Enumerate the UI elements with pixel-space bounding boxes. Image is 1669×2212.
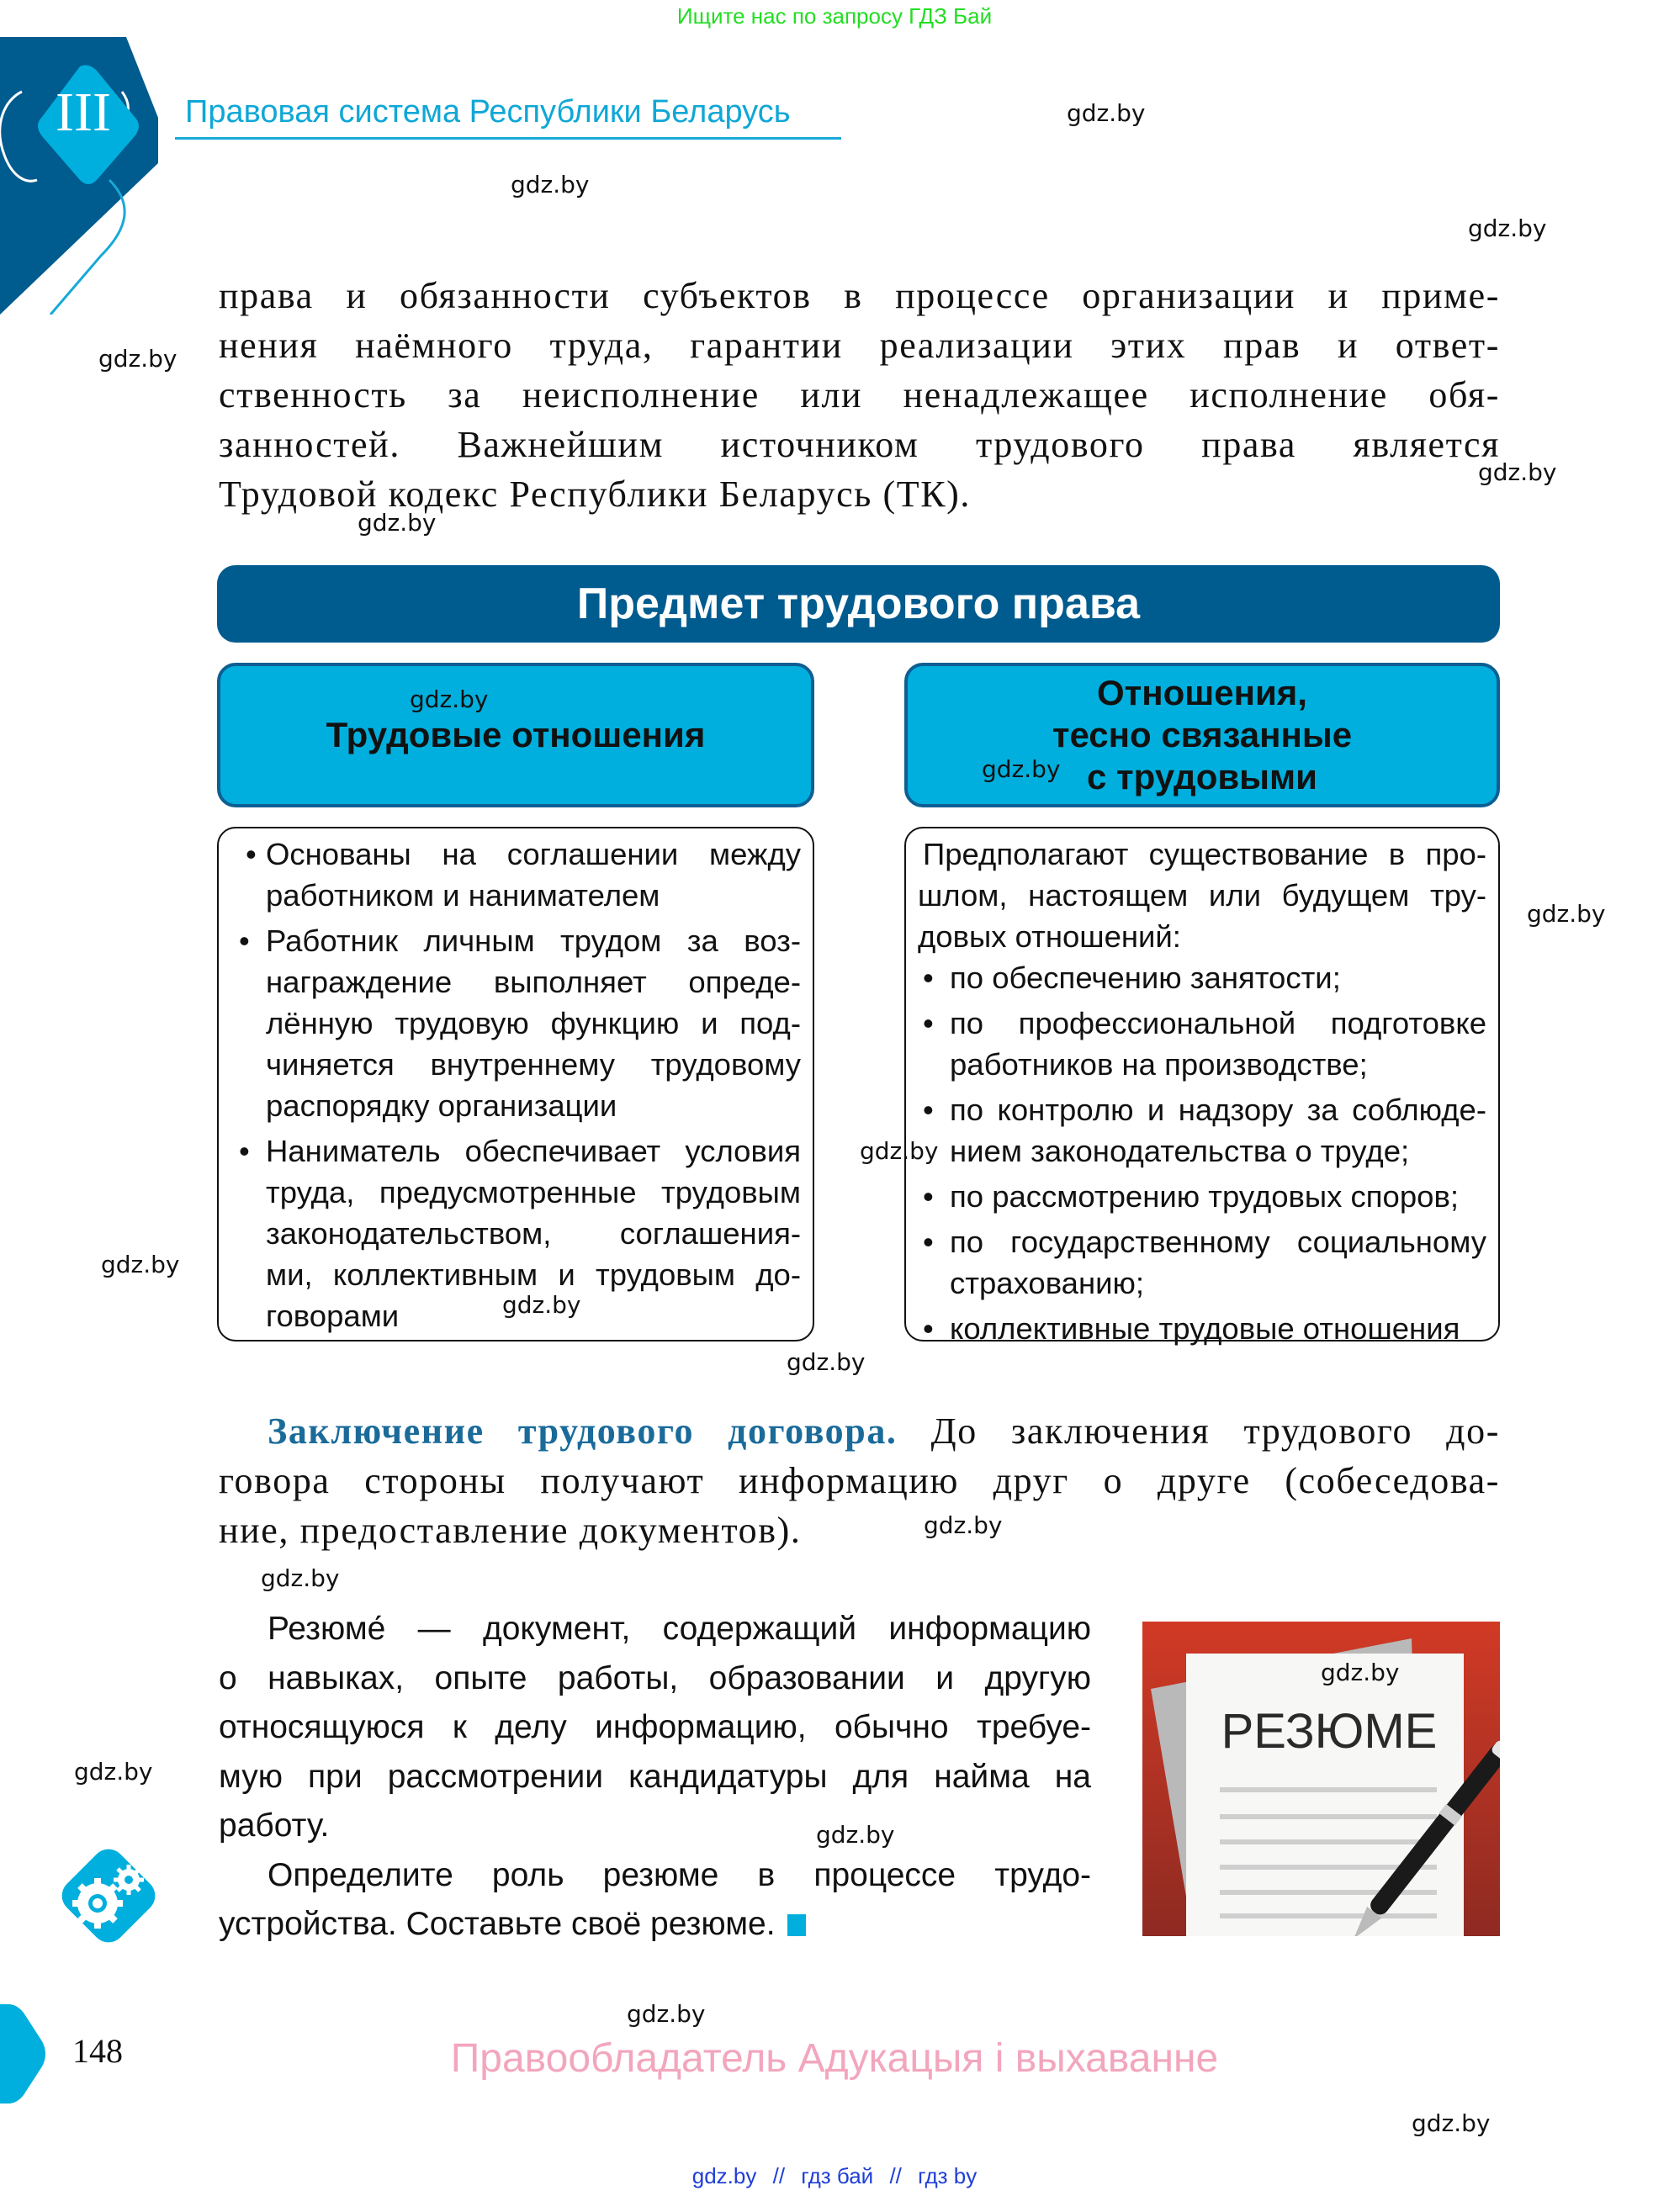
bullet-icon: •	[923, 1006, 934, 1040]
chapter-title-underline	[175, 137, 841, 140]
paragraph-line: относящуюся к делу информацию, обычно требуе-	[219, 1709, 1091, 1745]
related-relations-heading	[904, 663, 1500, 807]
paragraph-line: работу.	[219, 1807, 330, 1844]
heading-line: Отношения,	[1096, 673, 1307, 712]
watermark: gdz.by	[627, 2000, 706, 2028]
gears-icon	[49, 1836, 168, 1955]
paragraph-line: права и обязанности субъектов в процессе организации и приме-	[219, 275, 1500, 316]
footer-link[interactable]: гдз бай	[801, 2163, 874, 2188]
watermark: gdz.by	[1478, 458, 1557, 486]
page-number: 148	[72, 2032, 123, 2070]
task-line: Определите роль резюме в процессе трудо-	[268, 1856, 1091, 1893]
footer-link[interactable]: gdz.by	[691, 2163, 757, 2188]
watermark: gdz.by	[1412, 2109, 1491, 2137]
list-item: • по государственному социальному страхованию;	[918, 1221, 1486, 1304]
footer-separator: //	[889, 2163, 902, 2188]
footer-link[interactable]: гдз by	[918, 2163, 978, 2188]
watermark: gdz.by	[1468, 214, 1547, 242]
labor-relations-heading-text: Трудовые отношения	[326, 715, 706, 754]
bullet-icon: •	[923, 1179, 934, 1214]
list-item: • по обеспечению занятости;	[918, 957, 1486, 998]
paragraph-line: нения наёмного труда, гарантии реализации этих прав и ответ-	[219, 325, 1500, 366]
paragraph-line: ственность за неисполнение или ненадлежащее исполнение обя-	[219, 374, 1500, 415]
list-item: • Наниматель обеспечивает условия труда, предусмотренные трудовым законодательством, соглашения- ми, коллективным и трудовым до- говорами	[234, 1130, 801, 1336]
labor-relations-heading	[217, 663, 814, 807]
paragraph-line: Заключение трудового договора. До заключения трудового до-	[268, 1410, 1500, 1452]
watermark: gdz.by	[816, 1821, 895, 1849]
diagram-title: Предмет трудового права	[217, 565, 1500, 643]
watermark: gdz.by	[982, 755, 1061, 783]
watermark: gdz.by	[511, 171, 590, 198]
bullet-icon: •	[239, 923, 250, 958]
resume-definition	[219, 1605, 1091, 1950]
watermark: gdz.by	[261, 1564, 340, 1592]
paragraph-line: занностей. Важнейшим источником трудового права является	[219, 424, 1500, 465]
bullet-icon: •	[923, 1225, 934, 1259]
list-item: • по рассмотрению трудовых споров;	[918, 1176, 1486, 1217]
list-item: • Основаны на соглашении между работником и нанимателем	[234, 833, 801, 916]
contract-section	[219, 1406, 1500, 1555]
bullet-icon: •	[923, 1093, 934, 1127]
watermark: gdz.by	[101, 1251, 180, 1278]
watermark: gdz.by	[787, 1348, 866, 1376]
resume-label: РЕЗЮМЕ	[1221, 1704, 1438, 1759]
chapter-badge	[0, 37, 185, 315]
copyright-notice: Правообладатель Адукацыя і выхаванне	[450, 2036, 1219, 2081]
paragraph-line: Трудовой кодекс Республики Беларусь (ТК).	[219, 474, 972, 515]
list-item: • коллективные трудовые отношения	[918, 1308, 1486, 1349]
watermark: gdz.by	[1321, 1659, 1400, 1686]
paragraph-line: о навыках, опыте работы, образовании и другую	[219, 1659, 1091, 1696]
section-heading: Заключение трудового договора.	[268, 1410, 898, 1452]
search-banner: Ищите нас по запросу ГДЗ Бай	[676, 3, 993, 29]
footer-separator: //	[772, 2163, 786, 2188]
bullet-icon: •	[246, 837, 257, 871]
chapter-title: Правовая система Республики Беларусь	[185, 94, 791, 130]
list-intro: Предполагают существование в про- шлом, настоящем или будущем тру- довых отношений:	[918, 837, 1486, 954]
related-relations-list	[904, 827, 1500, 1346]
paragraph-line: мую при рассмотрении кандидатуры для найма на	[219, 1758, 1091, 1795]
list-item: • Работник личным трудом за воз- награждение выполняет опреде- лённую трудовую функцию и под- чиняется внутреннему трудовому распорядку организации	[234, 920, 801, 1126]
watermark: gdz.by	[98, 345, 177, 373]
list-item: • по профессиональной подготовке работников на производстве;	[918, 1003, 1486, 1085]
task-line: устройства. Составьте своё резюме.	[219, 1900, 1091, 1950]
list-item: • по контролю и надзору за соблюде- нием законодательства о труде;	[918, 1089, 1486, 1172]
end-of-task-marker-icon	[787, 1914, 806, 1936]
paragraph-line: говора стороны получают информацию друг о друге (собеседова-	[219, 1460, 1500, 1501]
watermark: gdz.by	[1067, 99, 1146, 127]
watermark: gdz.by	[358, 509, 437, 537]
watermark: gdz.by	[410, 685, 489, 713]
footer-links	[0, 2163, 1669, 2189]
paragraph-line: ние, предоставление документов).	[219, 1510, 802, 1551]
bullet-icon: •	[239, 1134, 250, 1168]
intro-paragraph	[219, 271, 1500, 519]
chapter-number: III	[56, 82, 111, 143]
paragraph-line: Резюме́ — документ, содержащий информацию	[268, 1611, 1091, 1647]
bullet-icon: •	[923, 960, 934, 995]
bullet-icon: •	[923, 1311, 934, 1346]
heading-line: с трудовыми	[1087, 757, 1317, 796]
labor-relations-list	[217, 827, 814, 1341]
watermark: gdz.by	[1527, 900, 1606, 928]
watermark: gdz.by	[74, 1758, 153, 1786]
watermark: gdz.by	[502, 1291, 581, 1319]
watermark: gdz.by	[860, 1137, 939, 1165]
heading-line: тесно связанные	[1052, 715, 1353, 754]
watermark: gdz.by	[924, 1511, 1003, 1539]
